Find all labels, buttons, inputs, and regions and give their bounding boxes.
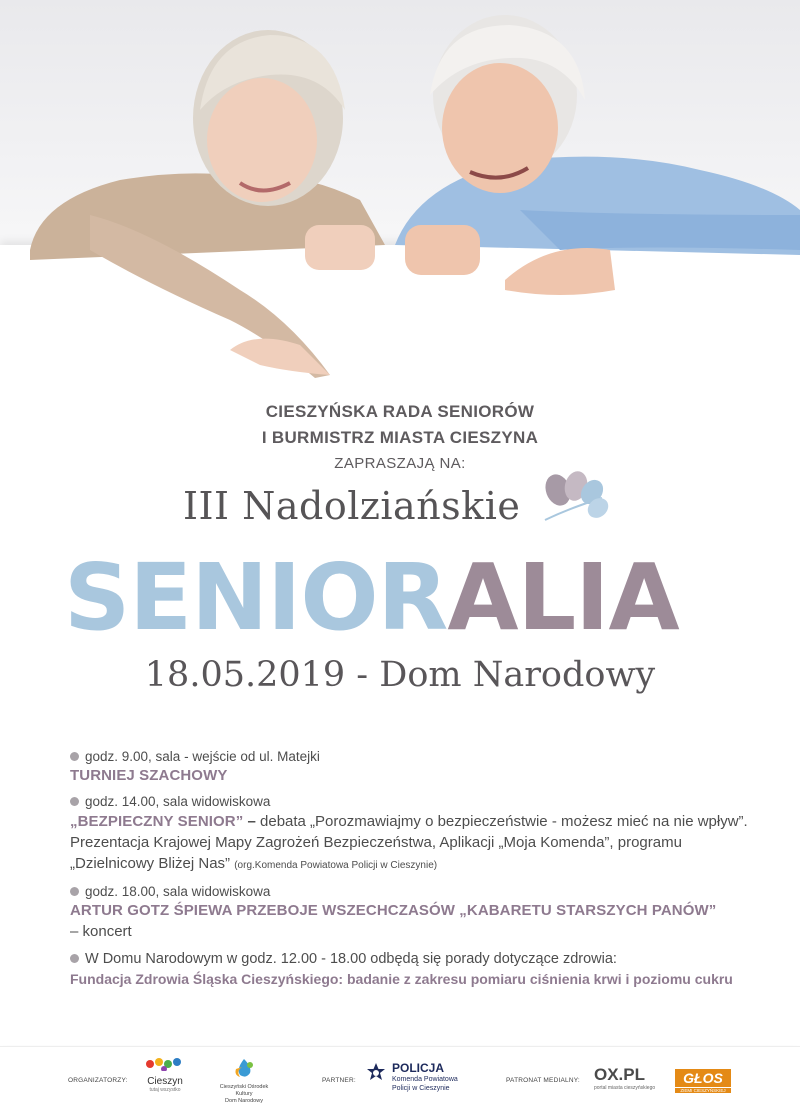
- bullet-dot-icon: [70, 954, 79, 963]
- glos-logo: [675, 1069, 731, 1093]
- item-title: „BEZPIECZNY SENIOR”: [70, 813, 244, 830]
- organizers-label: ORGANIZATORZY:: [68, 1077, 128, 1084]
- ox-logo-text: OX.PL: [594, 1065, 646, 1084]
- cok-logo: [212, 1057, 276, 1105]
- brand-part-2: ALIA: [447, 544, 679, 651]
- event-subtitle: III Nadolziańskie: [183, 484, 521, 528]
- media-patronage-label: PATRONAT MEDIALNY:: [506, 1077, 580, 1084]
- police-star-icon: [366, 1063, 386, 1083]
- item-title: TURNIEJ SZACHOWY: [70, 767, 228, 784]
- sponsors-footer: [0, 1046, 800, 1117]
- cok-logo-line-1: Cieszyński Ośrodek Kultury: [219, 1084, 269, 1097]
- glos-logo-text: GŁOS: [675, 1069, 731, 1087]
- cieszyn-logo-text: Cieszyn: [147, 1076, 183, 1087]
- item-title: ARTUR GOTZ ŚPIEWA PRZEBOJE WSZECHCZASÓW „KABARETU STARSZYCH PANÓW”: [70, 902, 717, 919]
- police-title: POLICJA: [392, 1061, 445, 1075]
- cieszyn-logo: [140, 1057, 190, 1093]
- program-item-concert: [70, 883, 770, 942]
- program-item-chess: [70, 748, 770, 786]
- item-meta: godz. 14.00, sala widowiskowa: [85, 794, 271, 809]
- partner-label: PARTNER:: [322, 1077, 356, 1084]
- brand-part-1: SENIOR: [64, 544, 448, 651]
- cieszyn-logo-sub: tutaj wszystko: [149, 1087, 181, 1093]
- item-description: – koncert: [70, 923, 132, 940]
- event-brand: [64, 544, 679, 651]
- glos-logo-sub: ZIEMI CIESZYŃSKIEJ: [675, 1088, 731, 1093]
- man-figure: [395, 15, 800, 295]
- cok-logo-line-2: Dom Narodowy: [225, 1098, 263, 1104]
- cieszyn-dots-icon: [140, 1057, 190, 1071]
- ox-logo: [594, 1065, 656, 1091]
- woman-figure: [30, 30, 385, 378]
- leaf-icon: [540, 468, 610, 528]
- organizers-line-1: CIESZYŃSKA RADA SENIORÓW: [265, 402, 535, 421]
- ox-logo-sub: portal miasta cieszyńskiego: [594, 1085, 656, 1091]
- police-line-2: Policji w Cieszynie: [392, 1085, 450, 1092]
- program-item-safety: [70, 793, 770, 876]
- bullet-dot-icon: [70, 752, 79, 761]
- program-item-health: [70, 949, 770, 989]
- item-description: debata „Porozmawiajmy o bezpieczeństwie - możesz mieć na nie wpływ”. Prezentacja Krajowej Mapy Zagrożeń Bezpieczeństwa, Aplikacji „Moja Komenda”, programu „Dzielnicowy Bliżej Nas”: [70, 813, 748, 872]
- item-meta: godz. 18.00, sala widowiskowa: [85, 884, 271, 899]
- police-line-1: Komenda Powiatowa: [392, 1076, 458, 1083]
- police-logo: [366, 1061, 466, 1101]
- item-meta: W Domu Narodowym w godz. 12.00 - 18.00 odbędą się porady dotyczące zdrowia:: [85, 951, 617, 967]
- seniors-illustration: [0, 0, 800, 390]
- bullet-dot-icon: [70, 887, 79, 896]
- item-meta: godz. 9.00, sala - wejście od ul. Matejki: [85, 749, 320, 764]
- program-list: [70, 748, 770, 996]
- bullet-dot-icon: [70, 797, 79, 806]
- cok-drop-icon: [212, 1057, 276, 1079]
- invite-text: ZAPRASZAJĄ NA:: [334, 455, 466, 472]
- event-date-place: 18.05.2019 - Dom Narodowy: [144, 655, 656, 695]
- item-dash: –: [243, 813, 261, 830]
- item-note: (org.Komenda Powiatowa Policji w Cieszynie): [234, 860, 438, 871]
- organizers-line-2: I BURMISTRZ MIASTA CIESZYNA: [261, 428, 539, 447]
- item-title: Fundacja Zdrowia Śląska Cieszyńskiego: badanie z zakresu pomiaru ciśnienia krwi i poziomu cukru: [70, 971, 733, 987]
